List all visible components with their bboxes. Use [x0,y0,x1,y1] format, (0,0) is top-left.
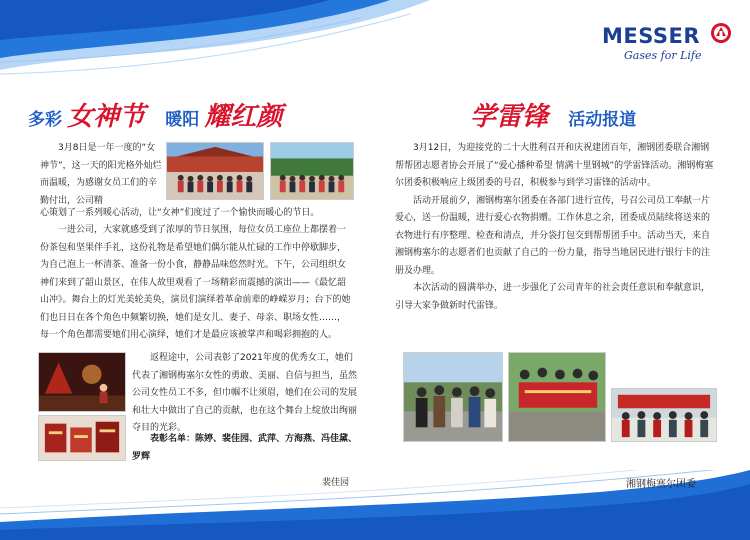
stage-performance-photo [38,352,126,412]
headline-part-2: 女神节 [67,102,146,132]
paragraph-text: 返程途中，公司表彰了2021年度的优秀女工，她们代表了湘钢梅塞尔女性的勇敢、美丽、自信与担当，虽然公司女性员工不多，但巾帼不让须眉，她们在公司的发展和壮大中做出了自己的贡献，也在这个舞台上绽放出绚丽夺目的光彩。 [132,353,358,433]
left-paragraph-2 [40,222,352,345]
paragraph-text: 一进公司，大家就感受到了浓厚的节日氛围，每位女员工座位上都摆着一份茶包和坚果伴手礼，这份礼物是希望她们偶尔能从忙碌的工作中停歇脚步，为自己泡上一杯清茶、准备一份小食，静静品味悠然时光。下午，公司组织女神们来到了韶山景区，在伟人故里观看了一场精彩而震撼的演出——《最忆韶山冲》。舞台上的灯光美轮美奂，演员们演绎着革命前辈的峥嵘岁月；台下的她们也日日在各个角色中频繁切换，她们是女儿、妻子、母亲、职场女性……，每一个角色都需要她们用心演绎，她们才是最应该被掌声和喝彩拥抱的人。 [40,225,351,340]
gift-bag-photo [38,415,126,461]
group-photo-theater [166,142,264,200]
logo-wordmark: MESSER [602,24,701,48]
volunteer-banner-photo [508,352,606,442]
nominee-text: 表彰名单：陈婷、裴佳园、武萍、方海燕、冯佳黛、罗辉 [132,434,358,462]
group-photo-outdoor [270,142,354,200]
right-article-body [395,140,715,315]
headline-part-2: 活动报道 [568,110,637,130]
headline-part-3: 暖阳 [165,110,200,130]
headline-part-1: 学雷锋 [470,102,549,132]
logo-tagline: Gases for Life [624,49,702,62]
left-paragraph-1 [40,140,164,210]
left-headline [28,96,282,133]
paragraph-text: 3月12日，为迎接党的二十大胜利召开和庆祝建团百年，湘钢团委联合湘钢帮帮团志愿者协会开展了“爱心播种希望 情满十里钢城”的学雷锋活动。湘钢梅塞尔团委积极响应上级团委的号召，积极参与到学习雷锋的活动中。 [395,143,714,188]
left-paragraph-3 [132,350,357,438]
paragraph-text: 心策划了一系列暖心活动，让“女神”们度过了一个愉快而暖心的节日。 [40,208,320,218]
headline-part-1: 多彩 [28,110,62,130]
left-paragraph-1-continued [40,205,352,223]
right-headline [470,96,636,133]
messer-logo [602,18,732,68]
volunteer-group-photo [403,352,503,442]
right-signature: 湘钢梅塞尔团委 [626,479,696,490]
community-service-photo [611,388,717,442]
messer-emblem-icon [710,22,732,44]
nominee-list [132,431,357,466]
headline-part-4: 耀红颜 [204,102,283,132]
paragraph-text: 3月8日是一年一度的“女神节”，这一天的阳光格外灿烂而温暖，为感谢女员工们的辛勤付出，公司精 [40,143,162,206]
paragraph-text: 活动开展前夕，湘钢梅塞尔团委在各部门进行宣传，号召公司员工奉献一片爱心，送一份温暖，进行爱心衣物捐赠。工作休息之余，团委成员陆续将送来的衣物进行有序整理、检查和清点，并分袋打包交到帮帮团手中。活动当天，来自湘钢梅塞尔的志愿者们也贡献了自己的一份力量，指导当地居民进行银行卡的注册及办理。 [395,195,711,276]
left-author: 裴佳园 [322,478,350,488]
paragraph-text: 本次活动的圆满举办，进一步强化了公司青年的社会责任意识和奉献意识，引导大家争做新时代雷锋。 [395,283,711,311]
